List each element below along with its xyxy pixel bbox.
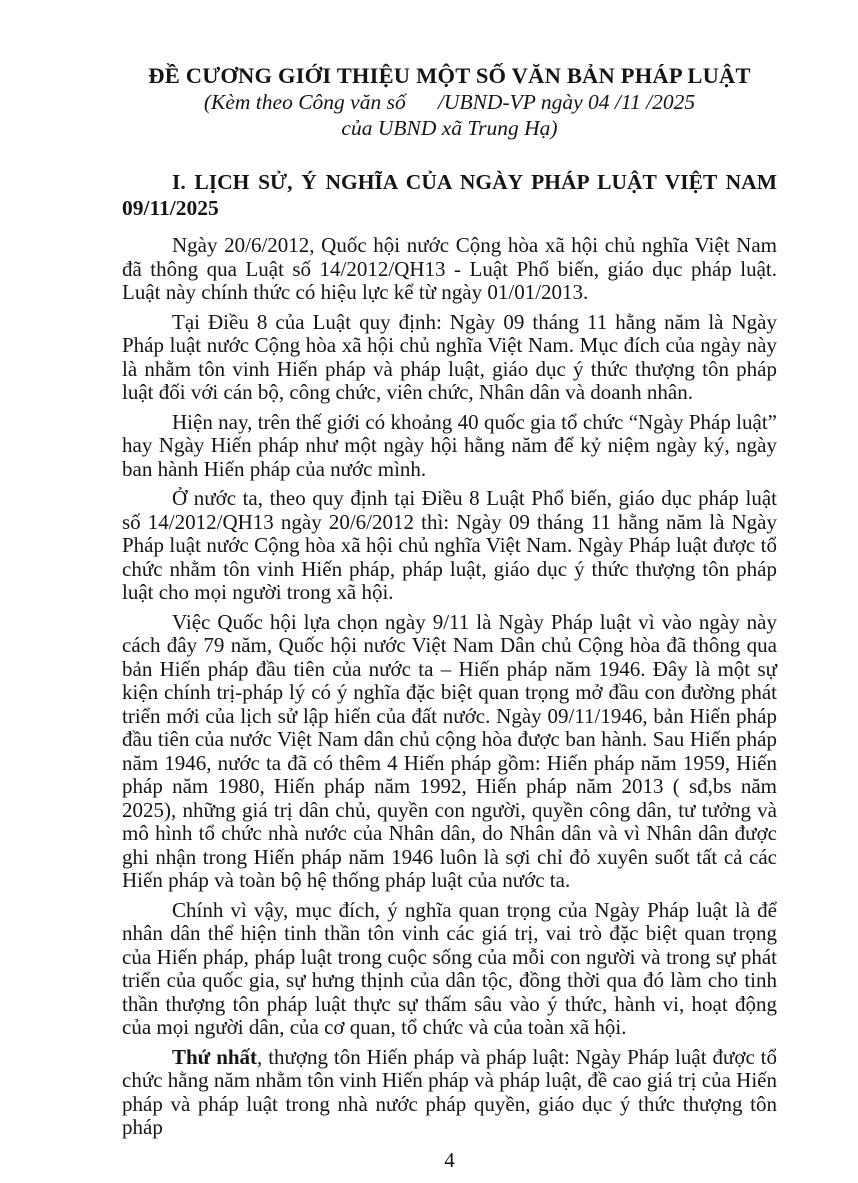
page-footer xyxy=(122,1149,777,1173)
paragraph-text: Việc Quốc hội lựa chọn ngày 9/11 là Ngày Pháp luật vì vào ngày này cách đây 79 năm, Quốc hội nước Việt Nam Dân chủ Cộng hòa đã thông qua bản Hiến pháp đầu tiên của nước ta – Hiến pháp năm 1946. Đây là một sự kiện chính trị-pháp lý có ý nghĩa đặc biệt quan trọng mở đầu con đường phát triển mới của lịch sử lập hiến của đất nước. Ngày 09/11/1946, bản Hiến pháp đầu tiên của nước Việt Nam dân chủ cộng hòa được ban hành. Sau Hiến pháp năm 1946, nước ta đã có thêm 4 Hiến pháp gồm: Hiến pháp năm 1959, Hiến pháp năm 1980, Hiến pháp năm 1992, Hiến pháp năm 2013 ( sđ,bs năm 2025), những giá trị dân chủ, quyền con người, quyền công dân, tư tưởng và mô hình tổ chức nhà nước của Nhân dân, do Nhân dân và vì Nhân dân được ghi nhận trong Hiến pháp năm 1946 luôn là sợi chỉ đỏ xuyên suốt tất cả các Hiến pháp và toàn bộ hệ thống pháp luật của nước ta. xyxy=(122,609,777,892)
section-heading-line2: 09/11/2025 xyxy=(122,195,219,220)
paragraph xyxy=(122,411,777,482)
paragraph xyxy=(122,1046,777,1140)
page-number: 4 xyxy=(444,1147,455,1172)
paragraph xyxy=(122,611,777,893)
section-heading xyxy=(122,170,777,221)
document-header xyxy=(122,62,777,141)
document-body xyxy=(122,234,777,1140)
paragraph-lead: Thứ nhất xyxy=(172,1044,258,1069)
paragraph-text: Tại Điều 8 của Luật quy định: Ngày 09 tháng 11 hằng năm là Ngày Pháp luật nước Cộng hòa xã hội chủ nghĩa Việt Nam. Mục đích của ngày này là nhằm tôn vinh Hiến pháp và pháp luật, giáo dục ý thức thượng tôn pháp luật đối với cán bộ, công chức, viên chức, Nhân dân và doanh nhân. xyxy=(122,309,777,404)
document-subtitle-line1: (Kèm theo Công văn số /UBND-VP ngày 04 /11 /2025 xyxy=(203,90,696,114)
paragraph xyxy=(122,487,777,605)
paragraph-text: Chính vì vậy, mục đích, ý nghĩa quan trọng của Ngày Pháp luật là để nhân dân thể hiện tinh thần tôn vinh các giá trị, vai trò đặc biệt quan trọng của Hiến pháp, pháp luật trong cuộc sống của mỗi con người và trong sự phát triển của quốc gia, sự hưng thịnh của dân tộc, đồng thời qua đó làm cho tinh thần thượng tôn pháp luật thực sự thấm sâu vào ý thức, hành vi, hoạt động của mọi người dân, của cơ quan, tổ chức và của toàn xã hội. xyxy=(122,897,777,1039)
paragraph-text: , thượng tôn Hiến pháp và pháp luật: Ngày Pháp luật được tổ chức hằng năm nhằm tôn vinh Hiến pháp và pháp luật, đề cao giá trị của Hiến pháp và pháp luật trong nhà nước pháp quyền, giáo dục ý thức thượng tôn pháp xyxy=(122,1044,777,1139)
paragraph-text: Ngày 20/6/2012, Quốc hội nước Cộng hòa xã hội chủ nghĩa Việt Nam đã thông qua Luật số 14/2012/QH13 - Luật Phổ biến, giáo dục pháp luật. Luật này chính thức có hiệu lực kể từ ngày 01/01/2013. xyxy=(122,233,777,304)
paragraph-text: Ở nước ta, theo quy định tại Điều 8 Luật Phổ biến, giáo dục pháp luật số 14/2012/QH13 ngày 20/6/2012 thì: Ngày 09 tháng 11 hằng năm là Ngày Pháp luật nước Cộng hòa xã hội chủ nghĩa Việt Nam. Ngày Pháp luật được tổ chức nhằm tôn vinh Hiến pháp, pháp luật, giáo dục ý thức thượng tôn pháp luật cho mọi người trong xã hội. xyxy=(122,486,777,604)
section-heading-line1: I. LỊCH SỬ, Ý NGHĨA CỦA NGÀY PHÁP LUẬT VIỆT NAM xyxy=(172,170,777,194)
paragraph xyxy=(122,234,777,305)
paragraph xyxy=(122,311,777,405)
paragraph-text: Hiện nay, trên thế giới có khoảng 40 quốc gia tổ chức “Ngày Pháp luật” hay Ngày Hiến pháp như một ngày hội hằng năm để kỷ niệm ngày ký, ngày ban hành Hiến pháp của nước mình. xyxy=(122,409,777,481)
document-subtitle-line2: của UBND xã Trung Hạ) xyxy=(341,116,558,140)
document-title: ĐỀ CƯƠNG GIỚI THIỆU MỘT SỐ VĂN BẢN PHÁP LUẬT xyxy=(148,63,751,88)
paragraph xyxy=(122,899,777,1040)
